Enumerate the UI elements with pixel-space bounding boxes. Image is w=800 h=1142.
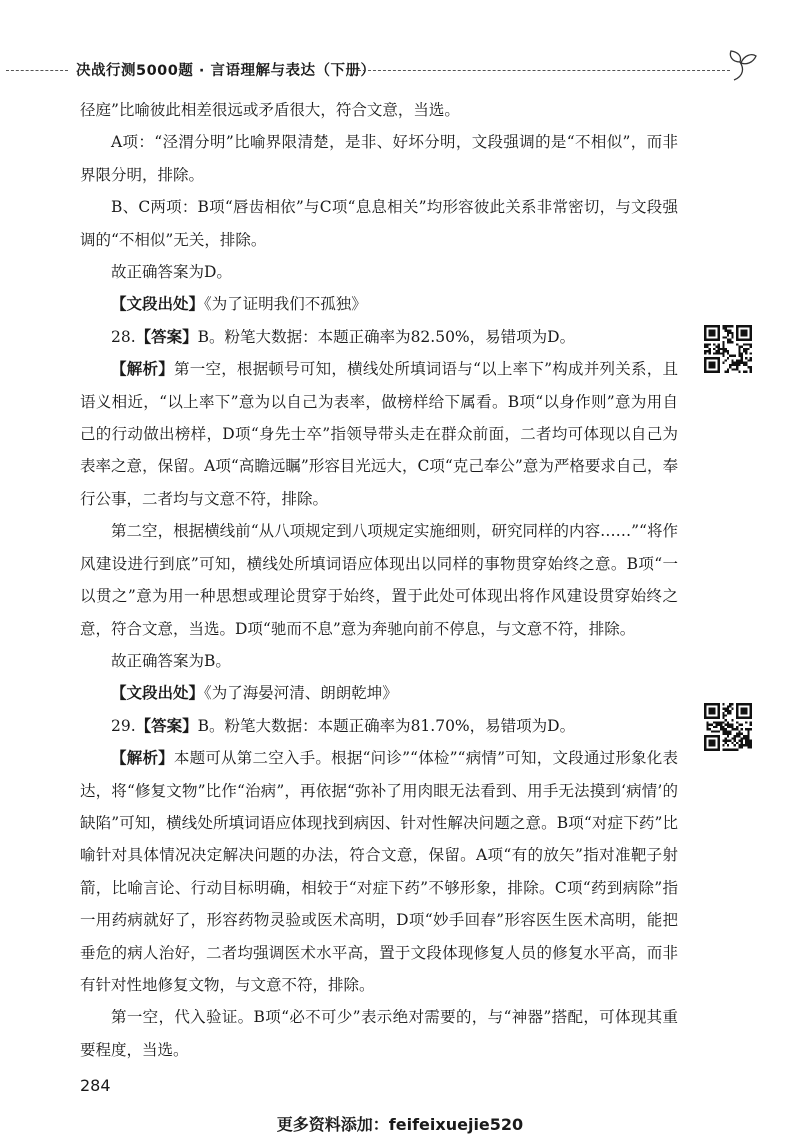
paragraph-text: B。粉笔大数据：本题正确率为82.50%，易错项为D。: [197, 327, 576, 346]
page-number: 284: [80, 1076, 111, 1095]
paragraph: [80, 353, 678, 515]
section-label: 【文段出处】: [111, 294, 205, 314]
paragraph-text: 《为了证明我们不孤独》: [204, 295, 367, 314]
paragraph-text: 《为了海晏河清、朗朗乾坤》: [204, 684, 398, 703]
paragraph: [80, 288, 678, 320]
paragraph: [80, 256, 678, 288]
paragraph-text: 径庭”比喻彼此相差很远或矛盾很大，符合文意，当选。: [80, 101, 460, 119]
section-label: 【解析】: [111, 748, 174, 768]
paragraph-text: B、C两项：B项“唇齿相依”与C项“息息相关”均形容彼此关系非常密切，与文段强调的“不相似”无关，排除。: [80, 198, 678, 249]
paragraph: [80, 1001, 678, 1066]
header-rule-left: [6, 70, 68, 71]
paragraph: [80, 677, 678, 709]
header-rule-right: [358, 70, 730, 71]
qr-code-icon[interactable]: [704, 325, 752, 373]
paragraph-text: 第二空，根据横线前“从八项规定到八项规定实施细则，研究同样的内容……”“将作风建设进行到底”可知，横线处所填词语应体现出以同样的事物贯穿始终之意。B项“一以贯之”意为用一种思想或理论贯穿于始终，置于此处可体现出将作风建设贯穿始终之意，符合文意，当选。D项“驰而不息”意为奔驰向前不停息，与文意不符，排除。: [80, 522, 678, 638]
paragraph: [80, 321, 678, 353]
answer-explanation-body: [80, 94, 678, 1066]
book-title: 决战行测5000题 · 言语理解与表达（下册）: [76, 63, 376, 79]
paragraph-text: 29.: [111, 716, 136, 735]
paragraph-text: 第一空，根据顿号可知，横线处所填词语与“以上率下”构成并列关系，且语义相近，“以上率下”意为以自己为表率，做榜样给下属看。B项“以身作则”意为用自己的行动做出榜样，D项“身先士卒”指领导带头走在群众前面，二者均可体现以自己为表率之意，保留。A项“高瞻远瞩”形容目光远大，C项“克己奉公”意为严格要求自己，奉行公事，二者均与文意不符，排除。: [80, 360, 678, 508]
paragraph: [80, 191, 678, 256]
paragraph: [80, 126, 678, 191]
paragraph: [80, 645, 678, 677]
qr-code-icon[interactable]: [704, 703, 752, 751]
paragraph: [80, 742, 678, 1001]
paragraph-text: 第一空，代入验证。B项“必不可少”表示绝对需要的，与“神器”搭配，可体现其重要程度，当选。: [80, 1008, 678, 1059]
section-label: 【解析】: [111, 359, 174, 379]
footer-note: 更多资料添加：feifeixuejie520: [276, 1115, 524, 1134]
section-label: 【答案】: [135, 326, 198, 346]
paragraph-text: 28.: [111, 327, 136, 346]
running-header: [0, 56, 800, 86]
paragraph: [80, 515, 678, 645]
section-label: 【文段出处】: [111, 683, 205, 703]
paragraph: [80, 94, 678, 126]
paragraph-text: A项：“泾渭分明”比喻界限清楚，是非、好坏分明，文段强调的是“不相似”，而非界限分明，排除。: [80, 133, 678, 184]
paragraph-text: 本题可从第二空入手。根据“问诊”“体检”“病情”可知，文段通过形象化表达，将“修复文物”比作“治病”，再依据“弥补了用肉眼无法看到、用手无法摸到‘病情’的缺陷”可知，横线处所填词语应体现找到病因、针对性解决问题之意。B项“对症下药”比喻针对具体情况决定解决问题的办法，符合文意，保留。A项“有的放矢”指对准靶子射箭，比喻言论、行动目标明确，相较于“对症下药”不够形象，排除。C项“药到病除”指一用药病就好了，形容药物灵验或医术高明，D项“妙手回春”形容医生医术高明，能把垂危的病人治好，二者均强调医术水平高，置于文段体现修复人员的修复水平高，而非有针对性地修复文物，与文意不符，排除。: [80, 749, 678, 994]
paragraph-text: B。粉笔大数据：本题正确率为81.70%，易错项为D。: [197, 716, 576, 735]
paragraph-text: 故正确答案为B。: [111, 651, 231, 670]
section-label: 【答案】: [135, 715, 198, 735]
paragraph: [80, 710, 678, 742]
paragraph-text: 故正确答案为D。: [111, 263, 232, 282]
sprout-leaf-icon: [728, 48, 758, 82]
